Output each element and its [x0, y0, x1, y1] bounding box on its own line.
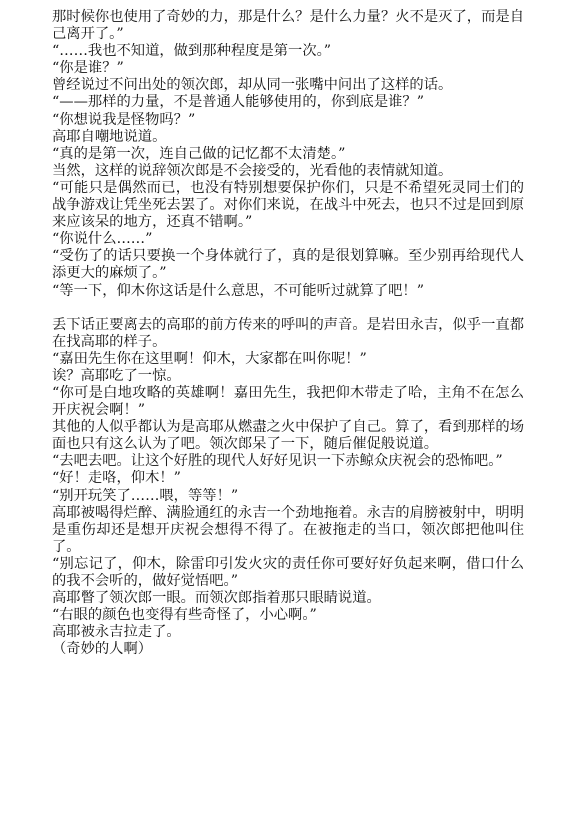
- paragraph-19: “去吧去吧。让这个好胜的现代人好好见识一下赤鲸众庆祝会的恐怖吧。”: [52, 453, 503, 470]
- paragraph-11: “你说什么……”: [52, 231, 153, 248]
- paragraph-2: “……我也不知道，做到那种程度是第一次。”: [52, 43, 332, 60]
- paragraph-10: “可能只是偶然而已，也没有特别想要保护你们，只是不希望死灵同士们的战争游戏让凭坐死去罢了。对你们来说，在战斗中死去，也只不过是回到原来应该呆的地方，还真不错啊。”: [52, 179, 524, 231]
- paragraph-26: 高耶被永吉拉走了。: [52, 624, 181, 641]
- paragraph-23: “别忘记了，仰木，除雷印引发火灾的责任你可要好好负起来啊，借口什么的我不会听的，做好觉悟吧。”: [52, 555, 524, 589]
- paragraph-22: 高耶被喝得烂醉、满脸通红的永吉一个劲地拖着。永吉的肩膀被射中，明明是重伤却还是想开庆祝会想得不得了。在被拖走的当口，领次郎把他叫住了。: [52, 504, 524, 555]
- paragraph-8: “真的是第一次，连自己做的记忆都不太清楚。”: [52, 145, 346, 162]
- paragraph-6: “你想说我是怪物吗？”: [52, 111, 196, 128]
- paragraph-5: “——那样的力量，不是普通人能够使用的，你到底是谁？”: [52, 94, 425, 111]
- paragraph-15: “嘉田先生你在这里啊！仰木，大家都在叫你呢！”: [52, 350, 367, 367]
- paragraph-24: 高耶瞥了领次郎一眼。而领次郎指着那只眼睛说道。: [52, 590, 381, 607]
- paragraph-27: （奇妙的人啊）: [52, 641, 153, 658]
- paragraph-20: “好！走咯，仰木！”: [52, 470, 181, 487]
- paragraph-14: 丢下话正要离去的高耶的前方传来的呼叫的声音。是岩田永吉，似乎一直都在找高耶的样子。: [52, 316, 524, 350]
- paragraph-17: “你可是白地攻略的英雄啊！嘉田先生，我把仰木带走了哈，主角不在怎么开庆祝会啊！”: [52, 384, 524, 419]
- paragraph-1: 那时候你也使用了奇妙的力，那是什么？是什么力量？火不是灭了，而是自己离开了。”: [52, 9, 524, 43]
- paragraph-7: 高耶自嘲地说道。: [52, 128, 167, 145]
- paragraph-18: 其他的人似乎都认为是高耶从燃盡之火中保护了自己。算了，看到那样的场面也只有这么认为了吧。领次郎呆了一下，随后催促般说道。: [52, 419, 524, 453]
- paragraph-21: “别开玩笑了……喂，等等！”: [52, 487, 239, 504]
- paragraph-25: “右眼的颜色也变得有些奇怪了，小心啊。”: [52, 607, 317, 624]
- document-page: [52, 9, 524, 658]
- paragraph-3: “你是谁？”: [52, 60, 124, 77]
- paragraph-13: “等一下，仰木你这话是什么意思，不可能听过就算了吧！”: [52, 282, 425, 299]
- paragraph-12: “受伤了的话只要换一个身体就行了，真的是很划算嘛。至少别再给现代人添更大的麻烦了。”: [52, 248, 524, 282]
- paragraph-9: 当然，这样的说辞领次郎是不会接受的，光看他的表情就知道。: [52, 162, 453, 179]
- paragraph-16: 诶？高耶吃了一惊。: [52, 367, 181, 384]
- paragraph-4: 曾经说过不问出处的领次郎，却从同一张嘴中问出了这样的话。: [52, 77, 453, 94]
- section-gap: [52, 300, 524, 317]
